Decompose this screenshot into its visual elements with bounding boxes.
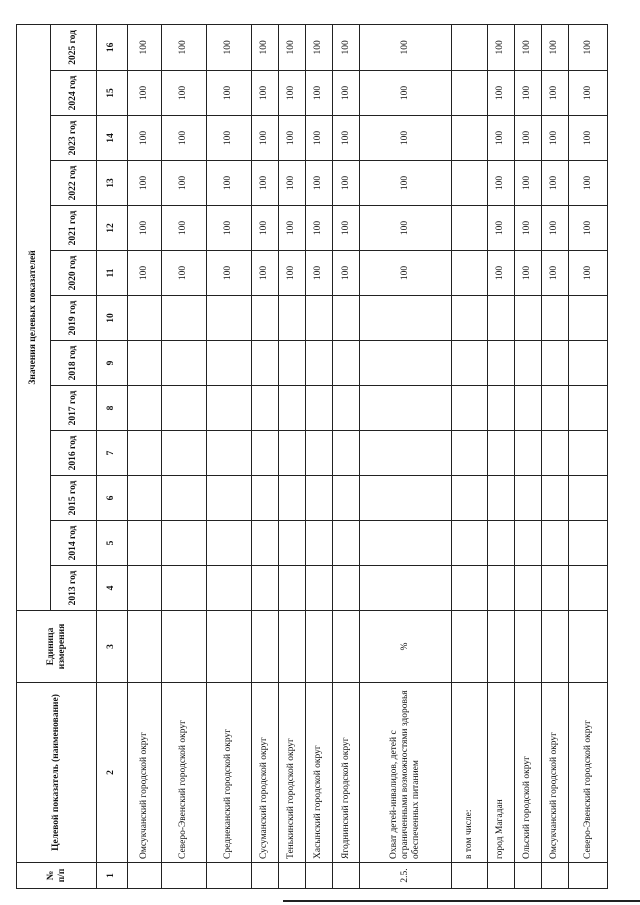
unit-cell — [206, 611, 251, 683]
row-number — [452, 863, 487, 889]
header-values-group: Значения целевых показателей — [17, 24, 51, 610]
column-number: 8 — [97, 386, 128, 431]
column-number: 7 — [97, 431, 128, 476]
value-cell: 100 — [278, 116, 305, 161]
value-cell — [541, 431, 568, 476]
value-cell: 100 — [206, 24, 251, 70]
value-cell: 100 — [569, 161, 608, 206]
value-cell — [278, 566, 305, 611]
row-number — [305, 863, 332, 889]
rotated-page — [16, 25, 608, 889]
value-cell — [514, 566, 541, 611]
value-cell: 100 — [278, 206, 305, 251]
value-cell — [360, 566, 452, 611]
column-number: 13 — [97, 161, 128, 206]
value-cell — [127, 296, 161, 341]
value-cell — [360, 341, 452, 386]
table-row — [514, 24, 541, 888]
indicator-name: Тенькинский городской округ — [278, 683, 305, 863]
value-cell — [206, 521, 251, 566]
value-cell — [251, 341, 278, 386]
value-cell: 100 — [278, 251, 305, 296]
header-year: 2014 год — [51, 521, 97, 566]
value-cell — [161, 521, 206, 566]
value-cell — [569, 566, 608, 611]
indicator-name: Северо-Эвенский городской округ — [569, 683, 608, 863]
value-cell: 100 — [206, 71, 251, 116]
value-cell: 100 — [127, 206, 161, 251]
value-cell: 100 — [333, 71, 360, 116]
value-cell — [161, 566, 206, 611]
value-cell: 100 — [251, 71, 278, 116]
value-cell — [333, 296, 360, 341]
value-cell — [360, 296, 452, 341]
value-cell — [333, 386, 360, 431]
value-cell — [278, 521, 305, 566]
value-cell — [127, 431, 161, 476]
header-year: 2022 год — [51, 161, 97, 206]
value-cell — [333, 566, 360, 611]
column-number: 11 — [97, 251, 128, 296]
value-cell: 100 — [514, 24, 541, 70]
row-number — [161, 863, 206, 889]
unit-cell — [569, 611, 608, 683]
value-cell: 100 — [278, 24, 305, 70]
value-cell — [127, 386, 161, 431]
value-cell — [278, 341, 305, 386]
value-cell: 100 — [569, 71, 608, 116]
header-year: 2013 год — [51, 566, 97, 611]
table-row — [161, 24, 206, 888]
value-cell: 100 — [333, 251, 360, 296]
value-cell: 100 — [278, 71, 305, 116]
value-cell: 100 — [333, 24, 360, 70]
value-cell: 100 — [569, 116, 608, 161]
column-number: 1 — [97, 863, 128, 889]
column-number: 6 — [97, 476, 128, 521]
header-year: 2024 год — [51, 71, 97, 116]
indicator-name: Ольский городской округ — [514, 683, 541, 863]
header-year: 2021 год — [51, 206, 97, 251]
value-cell — [251, 566, 278, 611]
value-cell — [161, 476, 206, 521]
value-cell — [487, 341, 514, 386]
table-row — [487, 24, 514, 888]
table-row — [541, 24, 568, 888]
table-row — [278, 24, 305, 888]
unit-cell — [305, 611, 332, 683]
value-cell — [278, 386, 305, 431]
value-cell: 100 — [514, 206, 541, 251]
value-cell: 100 — [127, 251, 161, 296]
value-cell — [452, 251, 487, 296]
value-cell: 100 — [161, 251, 206, 296]
value-cell — [206, 566, 251, 611]
value-cell — [127, 521, 161, 566]
value-cell — [333, 521, 360, 566]
value-cell — [541, 296, 568, 341]
value-cell — [305, 431, 332, 476]
table-row — [127, 24, 161, 888]
row-number — [487, 863, 514, 889]
value-cell — [305, 296, 332, 341]
value-cell — [569, 341, 608, 386]
value-cell: 100 — [333, 206, 360, 251]
indicator-name: Сусуманский городской округ — [251, 683, 278, 863]
value-cell: 100 — [333, 116, 360, 161]
value-cell — [360, 386, 452, 431]
value-cell — [278, 431, 305, 476]
value-cell — [514, 341, 541, 386]
footer-rule — [283, 900, 640, 902]
value-cell — [251, 386, 278, 431]
value-cell — [487, 566, 514, 611]
value-cell: 100 — [487, 161, 514, 206]
header-year: 2015 год — [51, 476, 97, 521]
value-cell: 100 — [251, 251, 278, 296]
value-cell: 100 — [360, 24, 452, 70]
value-cell: 100 — [206, 206, 251, 251]
indicator-name: Ягоднинский городской округ — [333, 683, 360, 863]
value-cell: 100 — [161, 161, 206, 206]
indicator-name: Омсукчанский городской округ — [127, 683, 161, 863]
indicator-name: Охват детей-инвалидов, детей с ограниченными возможностями здоровья обеспеченных питанием — [360, 683, 452, 863]
value-cell — [514, 296, 541, 341]
column-number: 2 — [97, 683, 128, 863]
value-cell: 100 — [127, 24, 161, 70]
value-cell — [161, 386, 206, 431]
row-number — [127, 863, 161, 889]
value-cell: 100 — [161, 24, 206, 70]
value-cell: 100 — [360, 251, 452, 296]
value-cell — [452, 24, 487, 70]
value-cell: 100 — [251, 116, 278, 161]
column-number: 10 — [97, 296, 128, 341]
header-unit: Единица измерения — [17, 611, 97, 683]
target-indicators-table — [16, 24, 608, 889]
value-cell — [452, 206, 487, 251]
value-cell — [360, 476, 452, 521]
column-number: 16 — [97, 24, 128, 70]
value-cell — [305, 341, 332, 386]
value-cell: 100 — [206, 251, 251, 296]
column-number: 4 — [97, 566, 128, 611]
value-cell — [569, 476, 608, 521]
table-row — [251, 24, 278, 888]
value-cell — [333, 341, 360, 386]
value-cell: 100 — [251, 24, 278, 70]
indicator-name: Омсукчанский городской округ — [541, 683, 568, 863]
unit-cell — [127, 611, 161, 683]
table-row — [452, 24, 487, 888]
row-number — [278, 863, 305, 889]
column-number: 12 — [97, 206, 128, 251]
value-cell: 100 — [251, 206, 278, 251]
value-cell — [333, 476, 360, 521]
value-cell: 100 — [569, 24, 608, 70]
value-cell: 100 — [278, 161, 305, 206]
table-row — [360, 24, 452, 888]
table-row — [333, 24, 360, 888]
column-number: 9 — [97, 341, 128, 386]
value-cell — [305, 566, 332, 611]
value-cell: 100 — [541, 251, 568, 296]
value-cell: 100 — [333, 161, 360, 206]
header-year: 2018 год — [51, 341, 97, 386]
value-cell: 100 — [541, 116, 568, 161]
value-cell — [541, 521, 568, 566]
header-year: 2019 год — [51, 296, 97, 341]
value-cell: 100 — [161, 206, 206, 251]
indicator-name: Среднеканский городской округ — [206, 683, 251, 863]
value-cell — [452, 71, 487, 116]
value-cell — [487, 431, 514, 476]
value-cell — [452, 296, 487, 341]
value-cell — [333, 431, 360, 476]
value-cell: 100 — [487, 251, 514, 296]
value-cell: 100 — [305, 71, 332, 116]
value-cell: 100 — [305, 116, 332, 161]
row-number — [206, 863, 251, 889]
row-number — [251, 863, 278, 889]
value-cell: 100 — [487, 71, 514, 116]
value-cell — [127, 566, 161, 611]
value-cell — [487, 476, 514, 521]
value-cell — [305, 386, 332, 431]
unit-cell — [452, 611, 487, 683]
row-number: 2.5. — [360, 863, 452, 889]
value-cell — [487, 296, 514, 341]
indicator-name: город Магадан — [487, 683, 514, 863]
value-cell — [569, 431, 608, 476]
value-cell — [305, 476, 332, 521]
unit-cell — [278, 611, 305, 683]
value-cell: 100 — [541, 24, 568, 70]
value-cell: 100 — [127, 116, 161, 161]
value-cell: 100 — [514, 161, 541, 206]
value-cell — [541, 386, 568, 431]
value-cell — [127, 341, 161, 386]
column-number: 15 — [97, 71, 128, 116]
value-cell — [278, 296, 305, 341]
column-number: 3 — [97, 611, 128, 683]
value-cell: 100 — [305, 206, 332, 251]
unit-cell — [333, 611, 360, 683]
value-cell — [206, 386, 251, 431]
value-cell — [206, 341, 251, 386]
value-cell — [569, 386, 608, 431]
value-cell — [360, 521, 452, 566]
value-cell: 100 — [360, 161, 452, 206]
value-cell: 100 — [514, 116, 541, 161]
value-cell: 100 — [360, 71, 452, 116]
value-cell: 100 — [541, 206, 568, 251]
value-cell: 100 — [360, 206, 452, 251]
table-row — [305, 24, 332, 888]
value-cell: 100 — [251, 161, 278, 206]
value-cell: 100 — [569, 251, 608, 296]
value-cell — [161, 431, 206, 476]
value-cell — [251, 296, 278, 341]
header-indicator: Целевой показатель (наименование) — [17, 683, 97, 863]
value-cell: 100 — [161, 116, 206, 161]
value-cell: 100 — [206, 161, 251, 206]
value-cell — [514, 431, 541, 476]
value-cell: 100 — [161, 71, 206, 116]
value-cell — [305, 521, 332, 566]
indicator-name: в том числе: — [452, 683, 487, 863]
value-cell — [452, 431, 487, 476]
value-cell — [569, 521, 608, 566]
value-cell — [452, 521, 487, 566]
value-cell: 100 — [541, 161, 568, 206]
column-number: 5 — [97, 521, 128, 566]
indicator-name: Северо-Эвенский городской округ — [161, 683, 206, 863]
unit-cell — [487, 611, 514, 683]
row-number — [569, 863, 608, 889]
value-cell: 100 — [127, 71, 161, 116]
value-cell: 100 — [305, 161, 332, 206]
value-cell — [541, 341, 568, 386]
table-row — [569, 24, 608, 888]
header-year: 2016 год — [51, 431, 97, 476]
value-cell — [452, 386, 487, 431]
unit-cell: % — [360, 611, 452, 683]
value-cell — [127, 476, 161, 521]
value-cell — [251, 431, 278, 476]
row-number — [541, 863, 568, 889]
value-cell — [360, 431, 452, 476]
value-cell: 100 — [514, 251, 541, 296]
indicator-name: Хасынский городской округ — [305, 683, 332, 863]
value-cell — [452, 161, 487, 206]
header-num: № п/п — [17, 863, 97, 889]
value-cell — [161, 296, 206, 341]
unit-cell — [161, 611, 206, 683]
value-cell: 100 — [569, 206, 608, 251]
value-cell — [514, 521, 541, 566]
value-cell — [251, 476, 278, 521]
value-cell: 100 — [305, 251, 332, 296]
value-cell — [251, 521, 278, 566]
value-cell: 100 — [487, 116, 514, 161]
value-cell — [514, 476, 541, 521]
value-cell — [278, 476, 305, 521]
value-cell: 100 — [541, 71, 568, 116]
unit-cell — [251, 611, 278, 683]
value-cell: 100 — [305, 24, 332, 70]
header-year: 2025 год — [51, 24, 97, 70]
value-cell: 100 — [206, 116, 251, 161]
value-cell — [206, 296, 251, 341]
row-number — [514, 863, 541, 889]
value-cell — [452, 341, 487, 386]
header-year: 2023 год — [51, 116, 97, 161]
value-cell — [541, 566, 568, 611]
value-cell — [487, 386, 514, 431]
value-cell — [452, 116, 487, 161]
value-cell: 100 — [487, 24, 514, 70]
value-cell — [452, 476, 487, 521]
value-cell: 100 — [487, 206, 514, 251]
value-cell — [206, 476, 251, 521]
value-cell — [206, 431, 251, 476]
value-cell: 100 — [360, 116, 452, 161]
value-cell — [452, 566, 487, 611]
table-row — [206, 24, 251, 888]
unit-cell — [541, 611, 568, 683]
header-year: 2017 год — [51, 386, 97, 431]
value-cell — [487, 521, 514, 566]
value-cell: 100 — [127, 161, 161, 206]
row-number — [333, 863, 360, 889]
column-number: 14 — [97, 116, 128, 161]
value-cell — [541, 476, 568, 521]
value-cell — [569, 296, 608, 341]
value-cell — [161, 341, 206, 386]
value-cell: 100 — [514, 71, 541, 116]
value-cell — [514, 386, 541, 431]
unit-cell — [514, 611, 541, 683]
header-year: 2020 год — [51, 251, 97, 296]
